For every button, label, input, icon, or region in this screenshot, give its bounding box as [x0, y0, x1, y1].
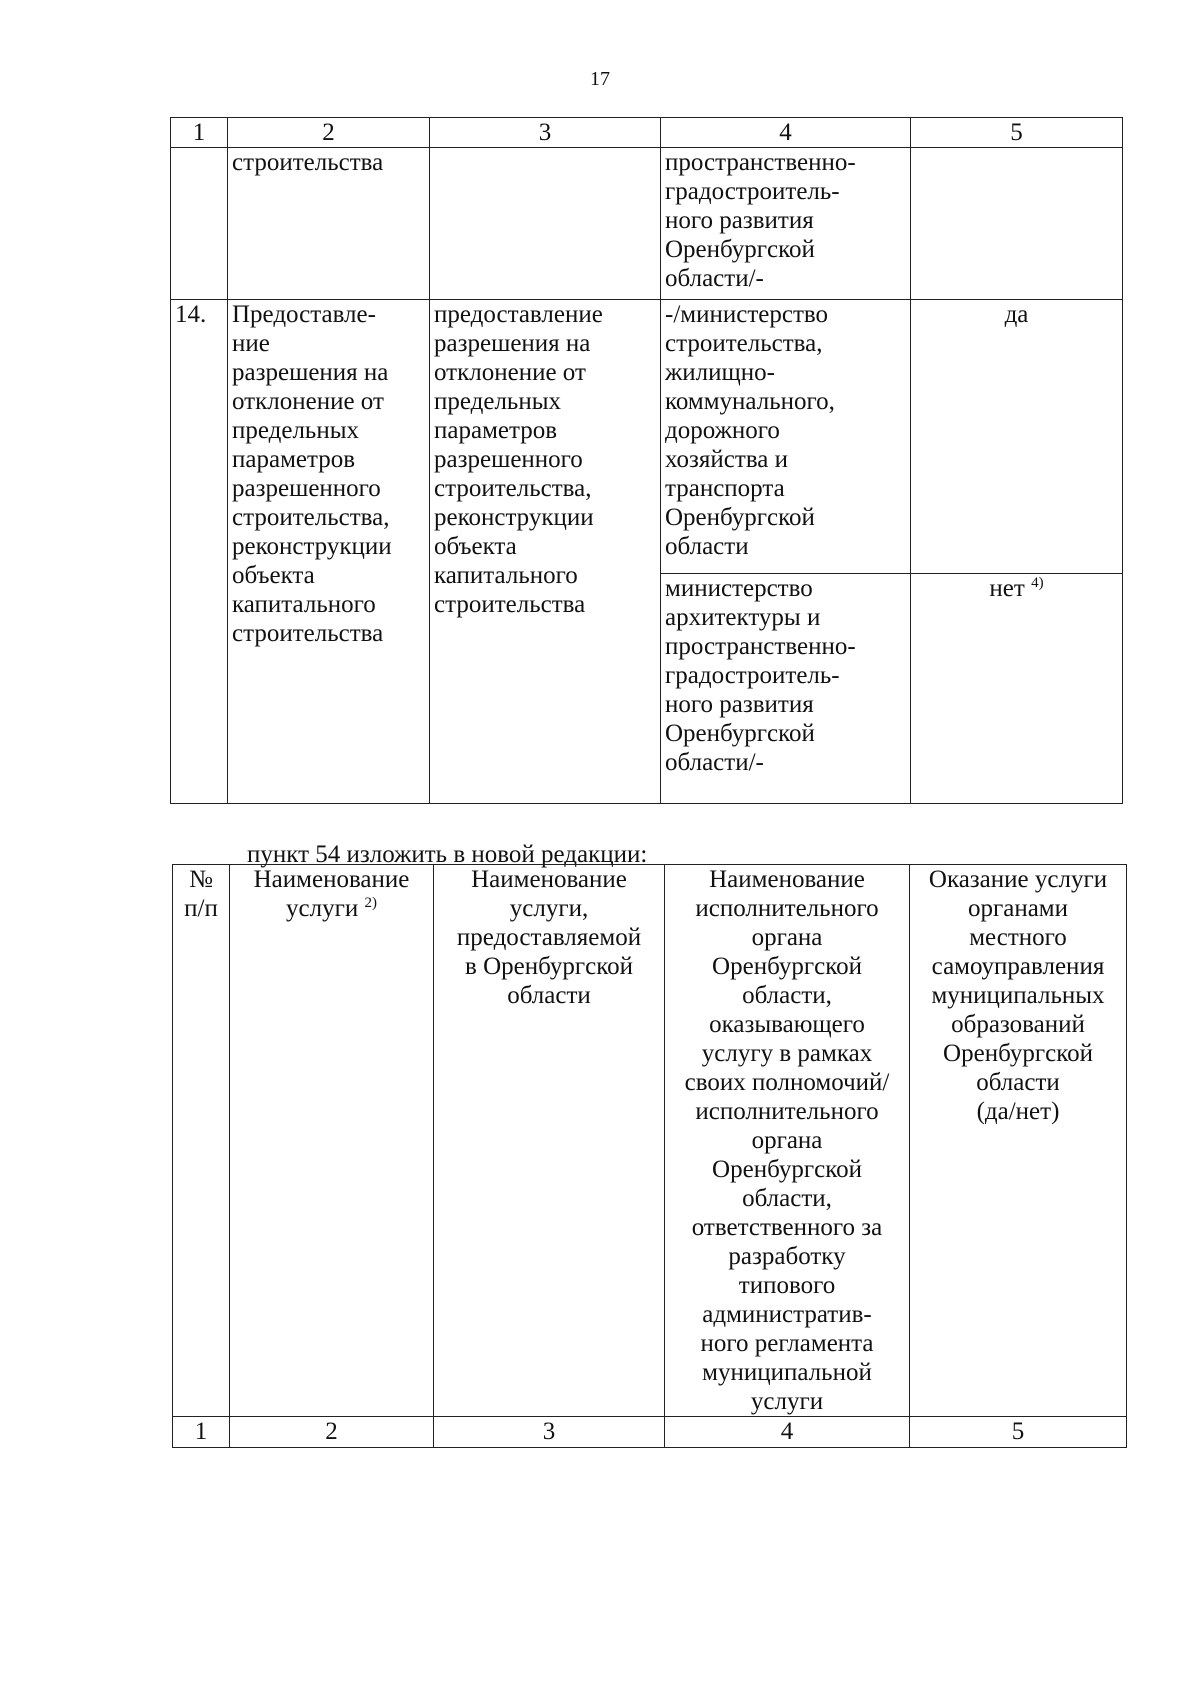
continuation-service-cell — [430, 148, 661, 300]
executive-organ-cell: министерство архитектуры и пространственно- градостроитель- ного развития Оренбургской области/- — [661, 574, 911, 804]
header-local-government: Оказание услуги органами местного самоуправления муниципальных образований Оренбургской области (да/нет) — [910, 865, 1127, 1417]
column-number-4: 4 — [665, 1417, 910, 1448]
service-name-cell: Предоставле- ние разрешения на отклонение от предельных параметров разрешенного строительства, реконструкции объекта капитального строительства — [228, 300, 430, 804]
column-number-4: 4 — [661, 118, 911, 148]
regional-service-cell: предоставление разрешения на отклонение от предельных параметров разрешенного строительства, реконструкции объекта капитального строительства — [430, 300, 661, 804]
header-row — [173, 865, 1127, 1417]
column-number-2: 2 — [230, 1417, 434, 1448]
executive-organ-cell: -/министерство строительства, жилищно- коммунального, дорожного хозяйства и транспорта Оренбургской области — [661, 300, 911, 574]
header-service-name — [230, 865, 434, 1417]
header-regional-service: Наименование услуги, предоставляемой в Оренбургской области — [434, 865, 665, 1417]
footnote-mark: 2) — [364, 895, 377, 911]
local-government-answer-cell: да — [911, 300, 1123, 574]
continuation-answer-cell — [911, 148, 1123, 300]
amendment-instruction: пункт 54 изложить в новой редакции: — [247, 841, 648, 868]
column-number-5: 5 — [911, 118, 1123, 148]
footnote-mark: 4) — [1031, 575, 1044, 591]
continuation-number-cell — [171, 148, 228, 300]
services-table-header — [172, 864, 1127, 1448]
column-number-2: 2 — [228, 118, 430, 148]
column-number-5: 5 — [910, 1417, 1127, 1448]
row-number-cell: 14. — [171, 300, 228, 804]
header-executive-organ: Наименование исполнительного органа Оренбургской области, оказывающего услугу в рамках своих полномочий/ исполнительного органа Оренбургской области, ответственного за разработку типового административ- ного регламента муниципальной услуги — [665, 865, 910, 1417]
local-government-answer-cell — [911, 574, 1123, 804]
column-number-1: 1 — [171, 118, 228, 148]
continuation-organ-cell: пространственно- градостроитель- ного развития Оренбургской области/- — [661, 148, 911, 300]
table-row — [171, 148, 1123, 300]
column-number-3: 3 — [434, 1417, 665, 1448]
header-service-name-text: Наименование услуги — [253, 866, 410, 922]
header-number: № п/п — [173, 865, 230, 1417]
answer-text: нет — [989, 575, 1025, 602]
column-number-row — [173, 1417, 1127, 1448]
page-number: 17 — [590, 68, 610, 90]
table-row — [171, 300, 1123, 574]
services-table-continuation — [170, 117, 1123, 804]
column-number-1: 1 — [173, 1417, 230, 1448]
continuation-name-cell: строительства — [228, 148, 430, 300]
column-number-3: 3 — [430, 118, 661, 148]
column-number-row — [171, 118, 1123, 148]
